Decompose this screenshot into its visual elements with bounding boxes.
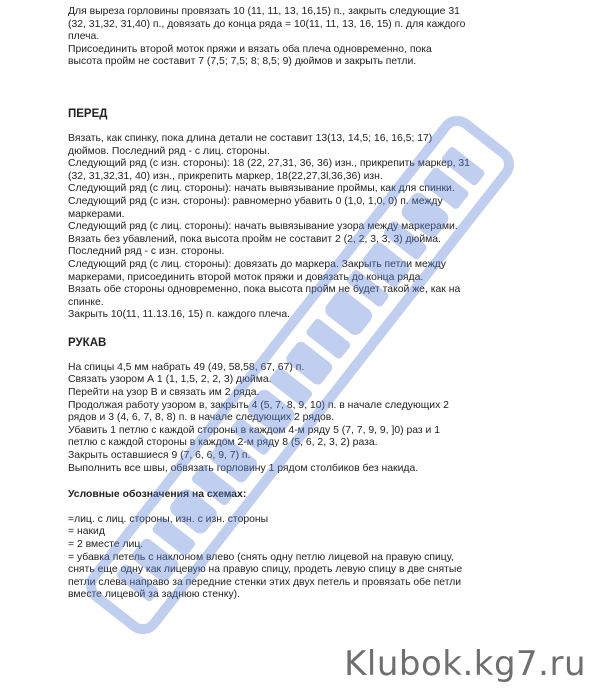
text-line: Следующий ряд (с лиц. стороны): начать вывязывание проймы, как для спинки. xyxy=(68,183,455,195)
text-line: маркерами, присоединить второй моток пряжи и довязать до конца ряда. xyxy=(68,271,424,283)
front-heading: ПЕРЕД xyxy=(68,107,108,120)
text-line: рядов и 3 (4, 6, 7, 8, 8) п. в начале следующих 2 рядов. xyxy=(68,412,335,424)
text-line: дюймов. Последний ряд - с лиц. стороны. xyxy=(68,145,270,157)
text-line: Следующий ряд (с изн. стороны): равномерно убавить 0 (1,0, 1,0, 0) п. между xyxy=(68,195,443,207)
text-line: Закрыть оставшиеся 9 (7, 6, 6, 9, 7) п. xyxy=(68,450,251,462)
legend-heading: Условные обозначения на схемах: xyxy=(68,489,247,501)
front-section xyxy=(68,107,538,322)
text-line: высота пройм не составит 7 (7,5; 7,5; 8; 8,5; 9) дюймов и закрыть петли. xyxy=(68,56,417,68)
intro-section xyxy=(68,6,538,69)
text-line: Закрыть 10(11, 11.13.16, 15) п. каждого плеча. xyxy=(68,309,291,321)
text-line: Следующий ряд (с лиц. стороны): начать вывязывание узора между маркерами. xyxy=(68,221,458,233)
site-watermark: Klubok.kg7.ru xyxy=(344,644,586,684)
legend-line: снять еще одну как лицевую на правую спицу, продеть левую спицу в две снятые xyxy=(68,564,463,576)
text-line: Перейти на узор В и связать им 2 ряда. xyxy=(68,387,260,399)
text-line: (32, 31,32,31, 40) изн., прикрепить маркер, 18(22,27,3l,36,36) изн. xyxy=(68,170,383,182)
text-line: плеча. xyxy=(68,31,100,43)
text-line: Для выреза горловины провязать 10 (11, 11, 13, 16,15) п., закрыть следующие 31 xyxy=(68,6,460,17)
text-line: Продолжая работу узором в, закрыть 4 (5, 7, 8, 9, 10) п. в начале следующих 2 xyxy=(68,399,449,411)
text-line: маркерами. xyxy=(68,208,125,220)
legend-section xyxy=(68,489,538,602)
text-line: Следующий ряд (с лиц. стороны): довязать до маркера. Закрыть петли между xyxy=(68,258,446,270)
text-line: Вязать обе стороны одновременно, пока высота пройм не будет такой же, как на xyxy=(68,284,461,296)
legend-line: вместе лицевой за заднюю стенку). xyxy=(68,589,240,601)
text-line: Последний ряд - с изн. стороны. xyxy=(68,246,225,258)
text-line: Связать узором А 1 (1, 1,5, 2, 2, 3) дюйма. xyxy=(68,374,272,386)
legend-line: = убавка петель с наклоном влево (снять одну петлю лицевой на правую спицу, xyxy=(68,551,454,563)
text-line: Вязать без убавлений, пока высота пройм не составит 2 (2, 2, 3, 3, 3) дюйма. xyxy=(68,233,441,245)
text-line: Убавить 1 петлю с каждой стороны в каждом 4-м ряду 5 (7, 7, 9, 9, ]0) раз и 1 xyxy=(68,424,441,436)
text-line: На спицы 4,5 мм набрать 49 (49, 58,58, 67, 67) п. xyxy=(68,361,305,373)
text-line: спинке. xyxy=(68,296,104,308)
legend-line: =лиц. с лиц. стороны, изн. с изн. стороны xyxy=(68,513,269,525)
text-line: Следующий ряд (с изн. стороны): 18 (22, 27,31, 36, 36) изн., прикрепить маркер, 31 xyxy=(68,158,470,170)
legend-line: = накид xyxy=(68,526,105,538)
text-line: Присоединить второй моток пряжи и вязать оба плеча одновременно, пока xyxy=(68,43,432,55)
legend-line: = 2 вместе лиц. xyxy=(68,539,144,550)
sleeve-section xyxy=(68,336,538,475)
text-line: (32, 31,32, 31,40) п., довязать до конца ряда = 10(11, 11, 13, 16, 15) п. для каждого xyxy=(68,18,466,30)
text-line: Вязать, как спинку, пока длина детали не составит 13(13, 14,5; 16, 16,5; 17) xyxy=(68,132,433,144)
text-line: Выполнить все швы, обвязать горловину 1 рядом столбиков без накида. xyxy=(68,462,419,474)
sleeve-heading: РУКАВ xyxy=(68,336,107,349)
legend-line: петли слева направо за передние стенки этих двух петель и провязать обе петли xyxy=(68,576,462,588)
document-text xyxy=(68,6,538,602)
text-line: петлю с каждой стороны в каждом 2-м ряду 8 (5, 6, 2, 3, 2) раза. xyxy=(68,437,378,449)
